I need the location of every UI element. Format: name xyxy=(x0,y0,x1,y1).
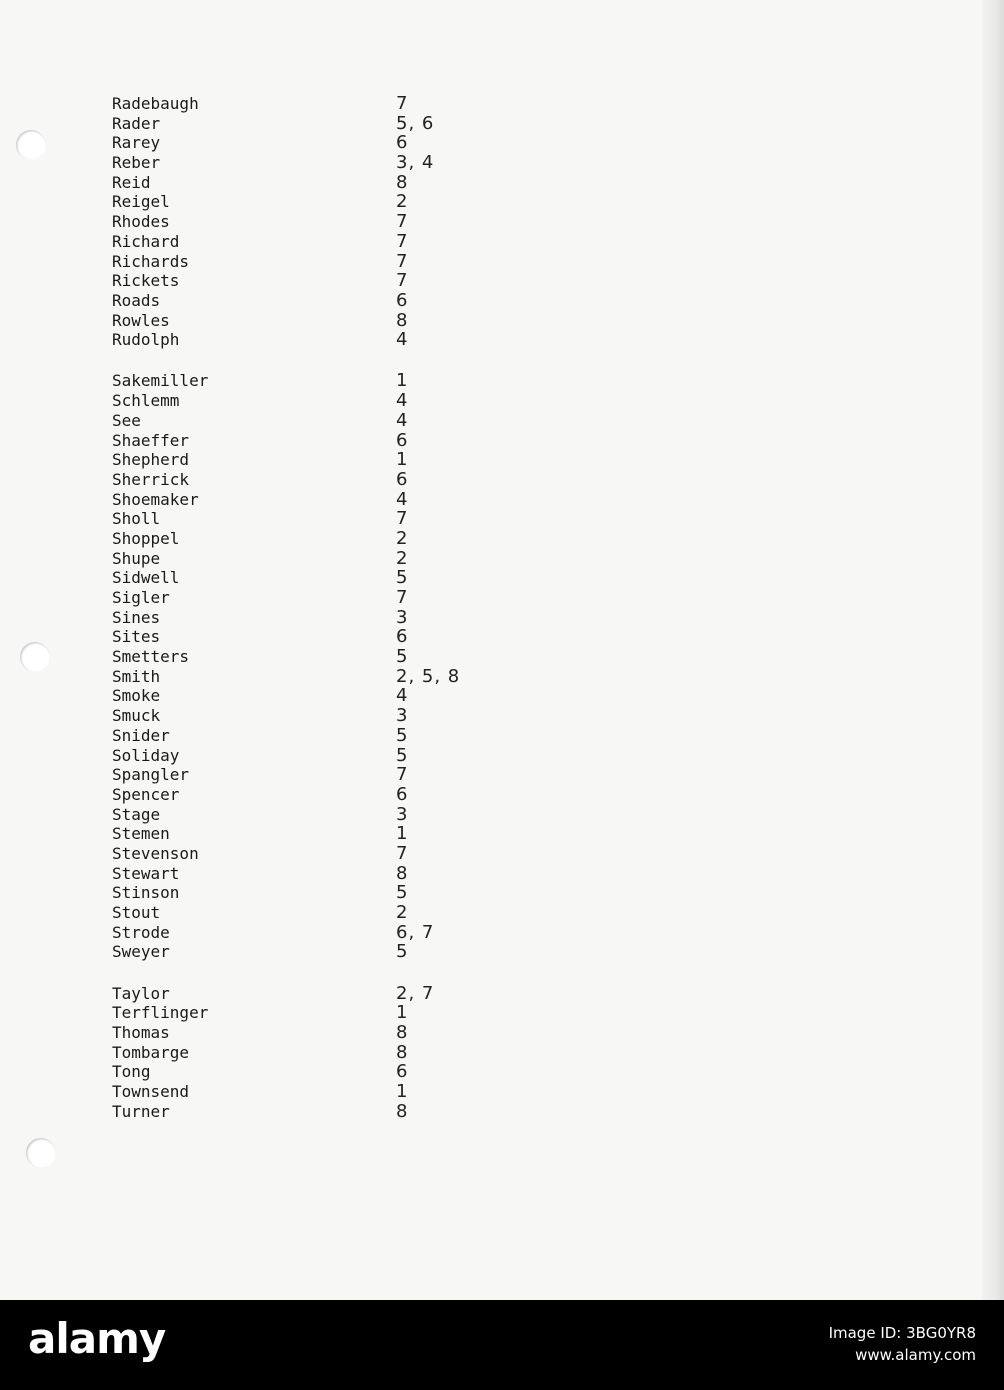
surname: Reber xyxy=(112,153,161,173)
index-entry xyxy=(112,883,532,903)
index-entry xyxy=(112,1062,532,1082)
index-entry xyxy=(112,706,532,726)
index-entry xyxy=(112,588,532,608)
surname: Spencer xyxy=(112,784,180,804)
surname: Shepherd xyxy=(112,450,190,470)
index-entry xyxy=(112,391,532,411)
surname: Strode xyxy=(112,922,170,942)
surname: Smith xyxy=(112,666,161,686)
surname: Reid xyxy=(112,172,151,192)
index-entry xyxy=(112,371,532,391)
page-numbers: 1 xyxy=(396,1081,409,1102)
index-entry xyxy=(112,568,532,588)
surname: Shaeffer xyxy=(112,430,190,450)
index-entry xyxy=(112,903,532,923)
index-entry xyxy=(112,765,532,785)
index-entry xyxy=(112,942,532,962)
surname: Stewart xyxy=(112,863,180,883)
surname: Sherrick xyxy=(112,469,190,489)
page-numbers: 4 xyxy=(396,329,409,351)
index-entry xyxy=(112,450,532,470)
page-numbers: 5 xyxy=(396,744,409,766)
surname: Shoppel xyxy=(112,528,180,548)
page-numbers: 1 xyxy=(396,449,409,471)
index-entry xyxy=(112,984,532,1004)
index-entry xyxy=(112,647,532,667)
surname: Stout xyxy=(112,903,161,922)
page-numbers: 8 xyxy=(396,862,409,884)
surname: Stevenson xyxy=(112,843,199,863)
page-numbers: 1 xyxy=(396,370,409,392)
surname: Rowles xyxy=(112,310,170,330)
index-entry xyxy=(112,94,532,114)
surname: Terflinger xyxy=(112,1003,209,1023)
page-numbers: 7 xyxy=(396,93,409,114)
surname: Reigel xyxy=(112,192,170,212)
surname-index-list xyxy=(112,94,532,1121)
surname: Sines xyxy=(112,607,161,627)
surname: Rhodes xyxy=(112,212,170,232)
index-entry xyxy=(112,667,532,687)
index-entry xyxy=(112,805,532,825)
page-numbers: 6 xyxy=(396,468,409,490)
page-numbers: 5 xyxy=(396,646,409,668)
surname: Stemen xyxy=(112,824,170,844)
index-entry xyxy=(112,271,532,291)
page-numbers: 6, 7 xyxy=(396,921,435,943)
page-numbers: 3 xyxy=(396,606,409,628)
page-numbers: 7 xyxy=(396,508,409,530)
surname: Rarey xyxy=(112,133,161,153)
page-numbers: 2 xyxy=(396,191,409,213)
index-entry xyxy=(112,311,532,331)
surname: Spangler xyxy=(112,765,190,785)
index-entry xyxy=(112,431,532,451)
surname: Stinson xyxy=(112,883,180,903)
index-entry xyxy=(112,923,532,943)
index-entry xyxy=(112,1003,532,1023)
punch-hole-bottom xyxy=(26,1138,56,1168)
surname: Sites xyxy=(112,627,161,647)
page-numbers: 2 xyxy=(396,547,409,569)
page-numbers: 5 xyxy=(396,882,409,904)
page-numbers: 2, 7 xyxy=(396,982,435,1004)
page-numbers: 7 xyxy=(396,230,409,252)
surname: Rickets xyxy=(112,271,180,291)
footer-logo: alamy xyxy=(28,1314,166,1363)
punch-hole-top xyxy=(16,130,46,160)
page-numbers: 6 xyxy=(396,289,409,311)
index-entry xyxy=(112,1023,532,1043)
index-entry xyxy=(112,1082,532,1102)
index-entry xyxy=(112,746,532,766)
surname: Stage xyxy=(112,804,161,824)
page-numbers: 4 xyxy=(396,488,409,510)
surname: See xyxy=(112,410,141,430)
surname: Shoemaker xyxy=(112,489,199,509)
surname: Snider xyxy=(112,725,170,745)
page-numbers: 3 xyxy=(396,803,409,825)
index-entry xyxy=(112,192,532,212)
page-numbers: 7 xyxy=(396,270,409,292)
index-entry xyxy=(112,173,532,193)
surname: Soliday xyxy=(112,745,180,765)
index-entry xyxy=(112,686,532,706)
page-numbers: 6 xyxy=(396,783,409,805)
page-numbers: 1 xyxy=(396,823,409,845)
index-entry xyxy=(112,864,532,884)
index-entry xyxy=(112,153,532,173)
index-entry xyxy=(112,529,532,549)
index-entry xyxy=(112,133,532,153)
index-entry xyxy=(112,509,532,529)
page-numbers: 7 xyxy=(396,587,409,608)
page-numbers: 8 xyxy=(396,1021,409,1043)
surname: Taylor xyxy=(112,983,170,1003)
page-numbers: 6 xyxy=(396,1061,409,1083)
page-numbers: 2, 5, 8 xyxy=(396,665,461,687)
surname: Turner xyxy=(112,1101,170,1121)
page-numbers: 8 xyxy=(396,1041,409,1063)
surname: Schlemm xyxy=(112,391,180,411)
surname: Rader xyxy=(112,113,161,133)
surname: Richard xyxy=(112,231,180,251)
group-separator xyxy=(112,350,532,372)
surname: Tombarge xyxy=(112,1042,190,1062)
surname: Thomas xyxy=(112,1022,170,1042)
surname: Sholl xyxy=(112,509,161,529)
index-entry xyxy=(112,627,532,647)
watermark-footer xyxy=(0,1300,1004,1390)
surname: Sigler xyxy=(112,588,170,607)
surname: Rudolph xyxy=(112,330,180,350)
index-entry xyxy=(112,252,532,272)
index-entry xyxy=(112,291,532,311)
page-numbers: 8 xyxy=(396,171,409,193)
surname: Smuck xyxy=(112,706,161,726)
index-entry xyxy=(112,490,532,510)
surname: Smetters xyxy=(112,647,190,667)
surname: Tong xyxy=(112,1062,151,1082)
page-numbers: 1 xyxy=(396,1002,409,1024)
page-numbers: 4 xyxy=(396,409,409,431)
index-entry xyxy=(112,608,532,628)
page-numbers: 5, 6 xyxy=(396,112,435,134)
index-entry xyxy=(112,411,532,431)
page-numbers: 4 xyxy=(396,685,409,707)
index-entry xyxy=(112,824,532,844)
surname: Sakemiller xyxy=(112,371,209,391)
index-entry xyxy=(112,1043,532,1063)
index-entry xyxy=(112,785,532,805)
punch-hole-middle xyxy=(20,642,50,672)
page-numbers: 3 xyxy=(396,705,409,727)
group-separator xyxy=(112,962,532,984)
page-numbers: 5 xyxy=(396,567,409,589)
page-numbers: 6 xyxy=(396,626,409,648)
page-numbers: 7 xyxy=(396,250,409,272)
index-entry xyxy=(112,232,532,252)
surname: Radebaugh xyxy=(112,94,199,113)
index-entry xyxy=(112,726,532,746)
surname: Smoke xyxy=(112,686,161,706)
index-entry xyxy=(112,470,532,490)
surname: Townsend xyxy=(112,1082,190,1101)
index-entry xyxy=(112,1102,532,1122)
surname: Richards xyxy=(112,251,190,271)
page-numbers: 6 xyxy=(396,429,409,451)
index-entry xyxy=(112,212,532,232)
page-numbers: 7 xyxy=(396,842,409,864)
surname: Sidwell xyxy=(112,568,180,588)
page-numbers: 2 xyxy=(396,527,409,549)
page-edge-shadow xyxy=(982,0,1004,1300)
page-numbers: 7 xyxy=(396,764,409,786)
page-numbers: 2 xyxy=(396,902,409,923)
page-numbers: 3, 4 xyxy=(396,152,435,174)
page-numbers: 4 xyxy=(396,390,409,412)
page-numbers: 5 xyxy=(396,724,409,746)
surname: Roads xyxy=(112,290,161,310)
page-numbers: 8 xyxy=(396,1100,409,1122)
page-numbers: 5 xyxy=(396,941,409,963)
index-entry xyxy=(112,844,532,864)
index-entry xyxy=(112,330,532,350)
footer-site: www.alamy.com xyxy=(855,1346,976,1364)
index-entry xyxy=(112,549,532,569)
page-numbers: 8 xyxy=(396,309,409,331)
footer-image-info xyxy=(829,1322,976,1366)
footer-image-id: Image ID: 3BG0YR8 xyxy=(828,1324,976,1342)
surname: Sweyer xyxy=(112,942,170,962)
surname: Shupe xyxy=(112,548,161,568)
page-numbers: 7 xyxy=(396,211,409,233)
page-numbers: 6 xyxy=(396,132,409,154)
index-entry xyxy=(112,114,532,134)
